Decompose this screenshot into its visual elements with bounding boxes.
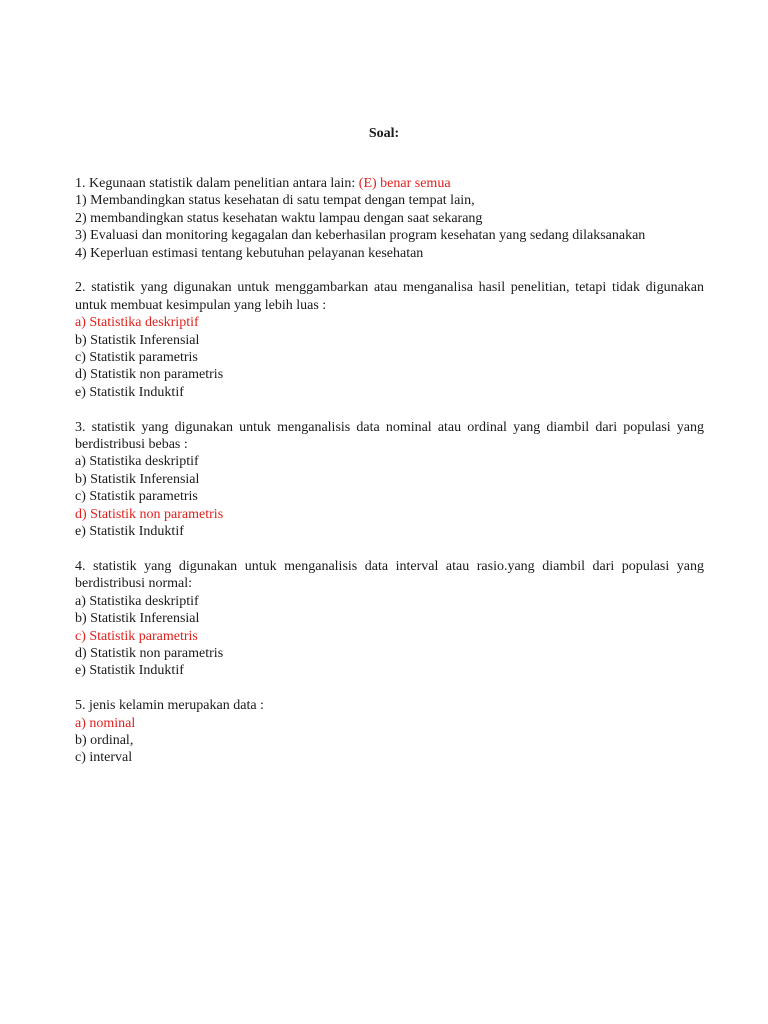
question-text: 1. Kegunaan statistik dalam penelitian antara lain: <box>75 176 359 191</box>
statement-item: 2) membandingkan status kesehatan waktu lampau dengan saat sekarang <box>75 210 483 226</box>
option-correct: d) Statistik non parametris <box>75 506 224 522</box>
option: b) Statistik Inferensial <box>75 332 200 348</box>
option: c) Statistik parametris <box>75 350 198 366</box>
option: c) Statistik parametris <box>75 489 198 505</box>
statement-item: 1) Membandingkan status kesehatan di satu tempat dengan tempat lain, <box>75 193 475 209</box>
question-5 <box>75 697 704 767</box>
question-4 <box>75 558 704 680</box>
question-prompt <box>75 175 704 192</box>
option: a) Statistika deskriptif <box>75 593 199 609</box>
option: b) Statistik Inferensial <box>75 471 200 487</box>
question-prompt: 2. statistik yang digunakan untuk menggambarkan atau menganalisa hasil penelitian, tetapi tidak digunakan untuk membuat kesimpulan yang lebih luas : <box>75 280 704 313</box>
statement-item: 3) Evaluasi dan monitoring kegagalan dan keberhasilan program kesehatan yang sedang dilaksanakan <box>75 228 646 244</box>
option-correct: c) Statistik parametris <box>75 628 198 644</box>
option: d) Statistik non parametris <box>75 367 224 383</box>
question-prompt: 5. jenis kelamin merupakan data : <box>75 698 264 714</box>
question-1 <box>75 175 704 262</box>
option: e) Statistik Induktif <box>75 384 184 400</box>
option: d) Statistik non parametris <box>75 645 224 661</box>
statement-item: 4) Keperluan estimasi tentang kebutuhan pelayanan kesehatan <box>75 245 424 261</box>
page-title: Soal: <box>368 126 400 141</box>
question-3 <box>75 419 704 541</box>
option: e) Statistik Induktif <box>75 663 184 679</box>
option: b) Statistik Inferensial <box>75 611 200 627</box>
option-correct: a) nominal <box>75 715 136 731</box>
option-correct: a) Statistika deskriptif <box>75 315 199 331</box>
option: b) ordinal, <box>75 732 134 748</box>
answer-highlight: (E) benar semua <box>358 176 451 191</box>
option: a) Statistika deskriptif <box>75 454 199 470</box>
option: c) interval <box>75 750 133 766</box>
option: e) Statistik Induktif <box>75 524 184 540</box>
question-prompt: 3. statistik yang digunakan untuk menganalisis data nominal atau ordinal yang diambil dari populasi yang berdistribusi bebas : <box>75 419 704 453</box>
question-prompt: 4. statistik yang digunakan untuk menganalisis data interval atau rasio.yang diambil dari populasi yang berdistribusi normal: <box>75 558 704 592</box>
question-2 <box>75 279 704 401</box>
question-list <box>75 175 704 784</box>
